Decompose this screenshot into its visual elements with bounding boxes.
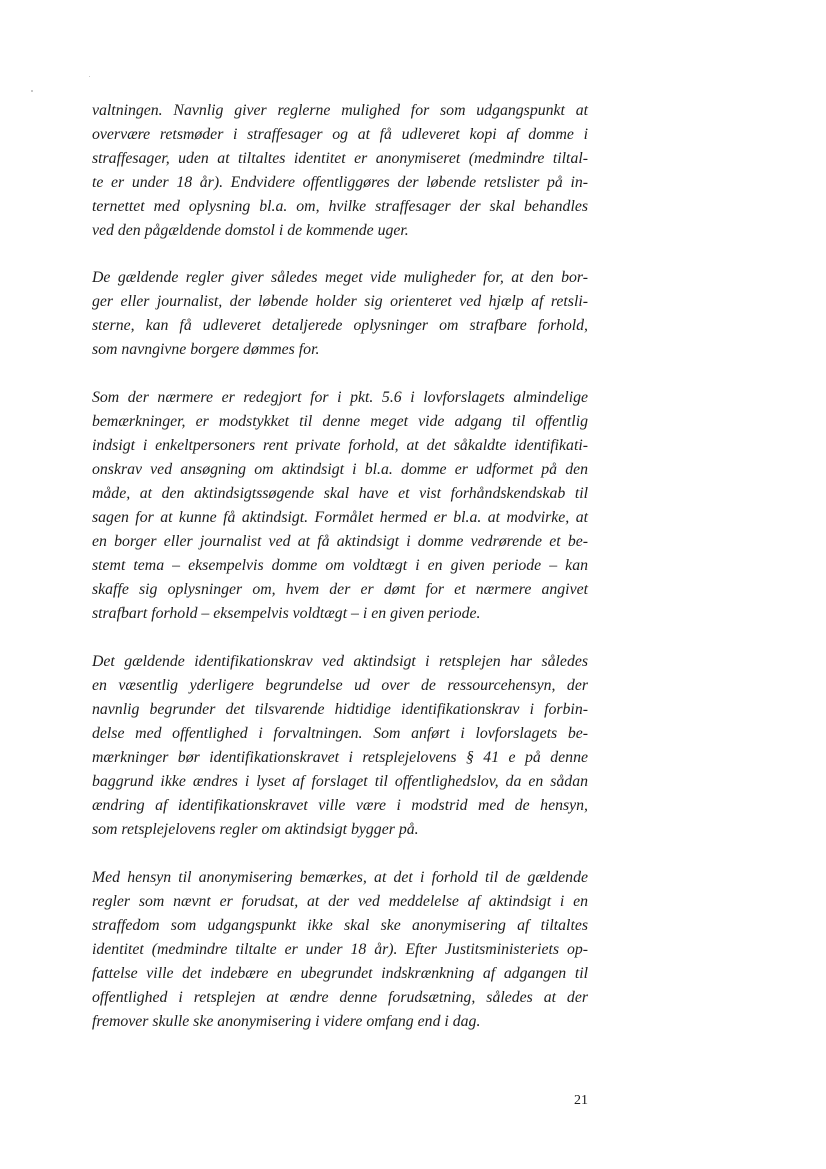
text-line: måde, at den aktindsigtssøgende skal have et vist forhåndskendskab til: [92, 485, 588, 502]
text-line: ternettet med oplysning bl.a. om, hvilke straffesager der skal behandles: [92, 198, 588, 215]
text-line: baggrund ikke ændres i lyset af forslaget til offentlighedslov, da en sådan: [92, 773, 588, 790]
text-line: straffedom som udgangspunkt ikke skal ske anonymisering af tiltaltes: [92, 917, 588, 934]
text-line: indsigt i enkeltpersoners rent private forhold, at det såkaldte identifikati-: [92, 437, 588, 454]
text-line: bemærkninger, er modstykket til denne meget vide adgang til offentlig: [92, 413, 588, 430]
text-line: ger eller journalist, der løbende holder sig orienteret ved hjælp af retsli-: [92, 293, 588, 310]
text-line: stemt tema – eksempelvis domme om voldtægt i en given periode – kan: [92, 557, 588, 574]
text-line: identitet (medmindre tiltalte er under 18 år). Efter Justitsministeriets op-: [92, 941, 588, 958]
text-line: sagen for at kunne få aktindsigt. Formålet hermed er bl.a. at modvirke, at: [92, 509, 588, 526]
text-line: skaffe sig oplysninger om, hvem der er dømt for et nærmere angivet: [92, 581, 588, 598]
text-line: navnlig begrunder det tilsvarende hidtidige identifikationskrav i forbin-: [92, 701, 588, 718]
text-line: ved den pågældende domstol i de kommende uger.: [92, 222, 409, 239]
text-line: regler som nævnt er forudsat, at der ved meddelelse af aktindsigt i en: [92, 893, 588, 910]
text-line: fattelse ville det indebære en ubegrundet indskrænkning af adgangen til: [92, 965, 588, 982]
text-line: en borger eller journalist ved at få aktindsigt i domme vedrørende et be-: [92, 533, 588, 550]
page-number: 21: [574, 1093, 588, 1108]
text-line: Som der nærmere er redegjort for i pkt. 5.6 i lovforslagets almindelige: [92, 389, 588, 406]
text-line: Med hensyn til anonymisering bemærkes, at det i forhold til de gældende: [92, 869, 588, 886]
text-line: mærkninger bør identifikationskravet i retsplejelovens § 41 e på denne: [92, 749, 588, 766]
text-line: strafbart forhold – eksempelvis voldtægt – i en given periode.: [92, 605, 481, 622]
text-line: ændring af identifikationskravet ville være i modstrid med de hensyn,: [92, 797, 588, 814]
text-line: sterne, kan få udleveret detaljerede oplysninger om strafbare forhold,: [92, 317, 588, 334]
text-line: fremover skulle ske anonymisering i videre omfang end i dag.: [92, 1013, 481, 1030]
text-line: delse med offentlighed i forvaltningen. Som anført i lovforslagets be-: [92, 725, 588, 742]
text-line: overvære retsmøder i straffesager og at få udleveret kopi af domme i: [92, 126, 588, 143]
text-line: straffesager, uden at tiltaltes identitet er anonymiseret (medmindre tiltal-: [92, 150, 588, 167]
text-line: onskrav ved ansøgning om aktindsigt i bl.a. domme er udformet på den: [92, 461, 588, 478]
text-line: som navngivne borgere dømmes for.: [92, 341, 320, 358]
text-line: De gældende regler giver således meget vide muligheder for, at den bor-: [92, 269, 588, 286]
text-line: som retsplejelovens regler om aktindsigt bygger på.: [92, 821, 419, 838]
scan-speck: [31, 90, 33, 92]
text-line: valtningen. Navnlig giver reglerne mulighed for som udgangspunkt at: [92, 102, 588, 119]
scan-speck: [89, 76, 90, 77]
text-line: Det gældende identifikationskrav ved aktindsigt i retsplejen har således: [92, 653, 588, 670]
text-line: offentlighed i retsplejen at ændre denne forudsætning, således at der: [92, 989, 588, 1006]
text-line: te er under 18 år). Endvidere offentliggøres der løbende retslister på in-: [92, 174, 588, 191]
text-line: en væsentlig yderligere begrundelse ud over de ressourcehensyn, der: [92, 677, 588, 694]
